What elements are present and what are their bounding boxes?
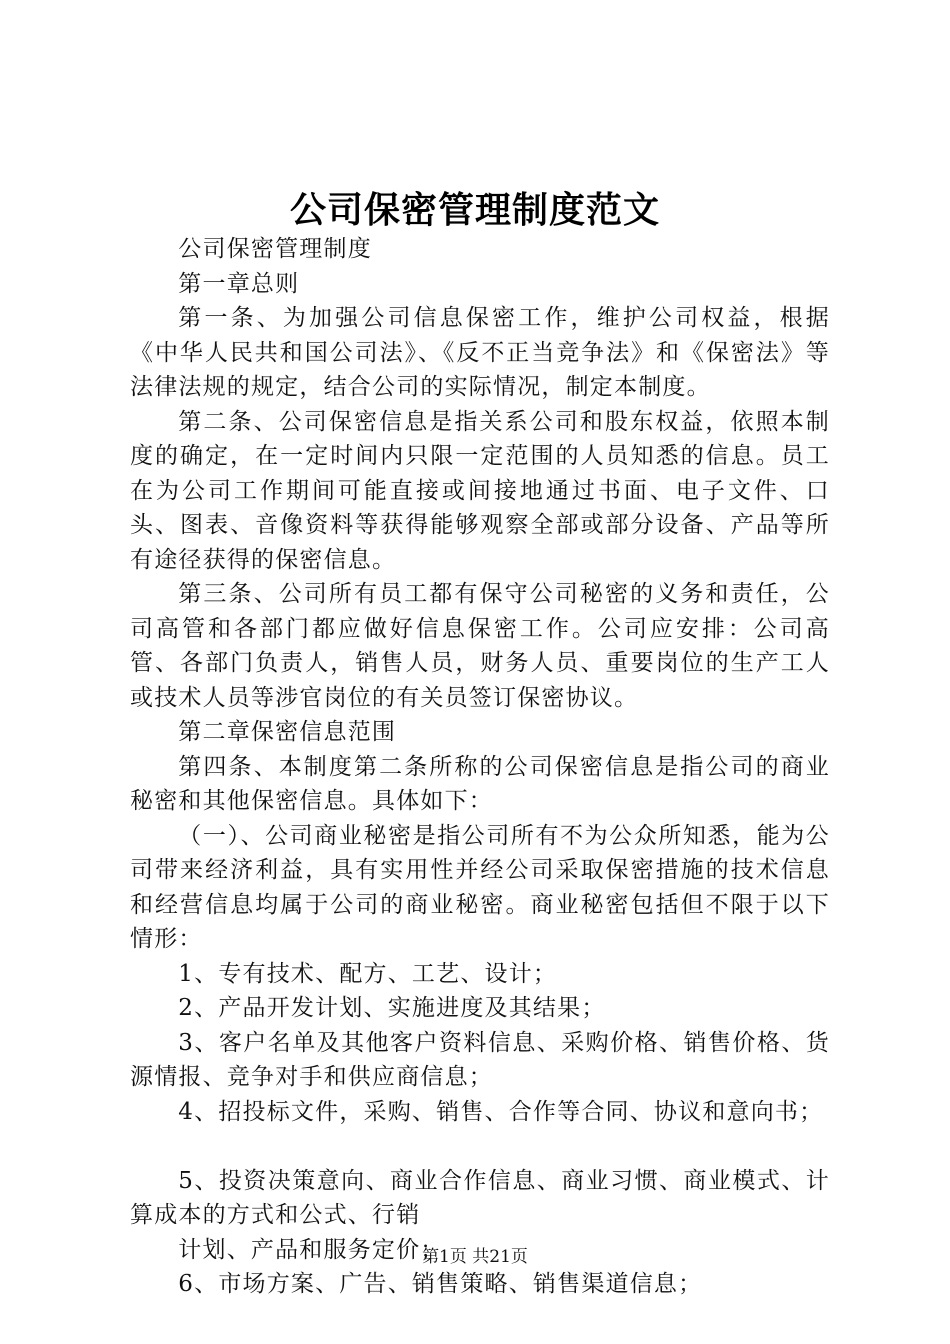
paragraph: 第二章保密信息范围	[178, 719, 397, 745]
paragraph: 3、客户名单及其他客户资料信息、采购价格、销售价格、货源情报、竞争对手和供应商信息；	[130, 1029, 830, 1090]
paragraph: 1、专有技术、配方、工艺、设计；	[178, 960, 558, 987]
paragraph: 2、产品开发计划、实施进度及其结果；	[178, 995, 606, 1021]
paragraph: 计划、产品和服务定价；	[178, 1236, 445, 1263]
paragraph: 公司保密管理制度	[178, 236, 372, 262]
paragraph: 第三条、公司所有员工都有保守公司秘密的义务和责任，公司高管和各部门都应做好信息保密工作。公司应安排：公司高管、各部门负责人，销售人员，财务人员、重要岗位的生产工人或技术人员等涉官岗位的有关员签订保密协议。	[130, 581, 830, 711]
paragraph: 第一章总则	[178, 270, 300, 297]
page-footer: 第1页 共21页	[422, 1247, 528, 1267]
paragraph: 6、市场方案、广告、销售策略、销售渠道信息；	[178, 1271, 703, 1297]
document-title: 公司保密管理制度范文	[289, 189, 660, 231]
paragraph: 4、招投标文件，采购、销售、合作等合同、协议和意向书；	[178, 1098, 824, 1125]
paragraph: 5、投资决策意向、商业合作信息、商业习惯、商业模式、计算成本的方式和公式、行销	[130, 1167, 830, 1228]
document-body	[130, 232, 830, 1302]
paragraph: （一）、公司商业秘密是指公司所有不为公众所知悉，能为公司带来经济利益，具有实用性并经公司采取保密措施的技术信息和经营信息均属于公司的商业秘密。商业秘密包括但不限于以下情形：	[130, 822, 830, 952]
paragraph: 第四条、本制度第二条所称的公司保密信息是指公司的商业秘密和其他保密信息。具体如下：	[130, 753, 830, 814]
paragraph: 第一条、为加强公司信息保密工作，维护公司权益，根据《中华人民共和国公司法》、《反不正当竞争法》和《保密法》等法律法规的规定，结合公司的实际情况，制定本制度。	[130, 305, 830, 400]
blank-line	[130, 1129, 830, 1164]
paragraph: 第二条、公司保密信息是指关系公司和股东权益，依照本制度的确定，在一定时间内只限一定范围的人员知悉的信息。员工在为公司工作期间可能直接或间接地通过书面、电子文件、口头、图表、音像资料等获得能够观察全部或部分设备、产品等所有途径获得的保密信息。	[130, 408, 830, 573]
